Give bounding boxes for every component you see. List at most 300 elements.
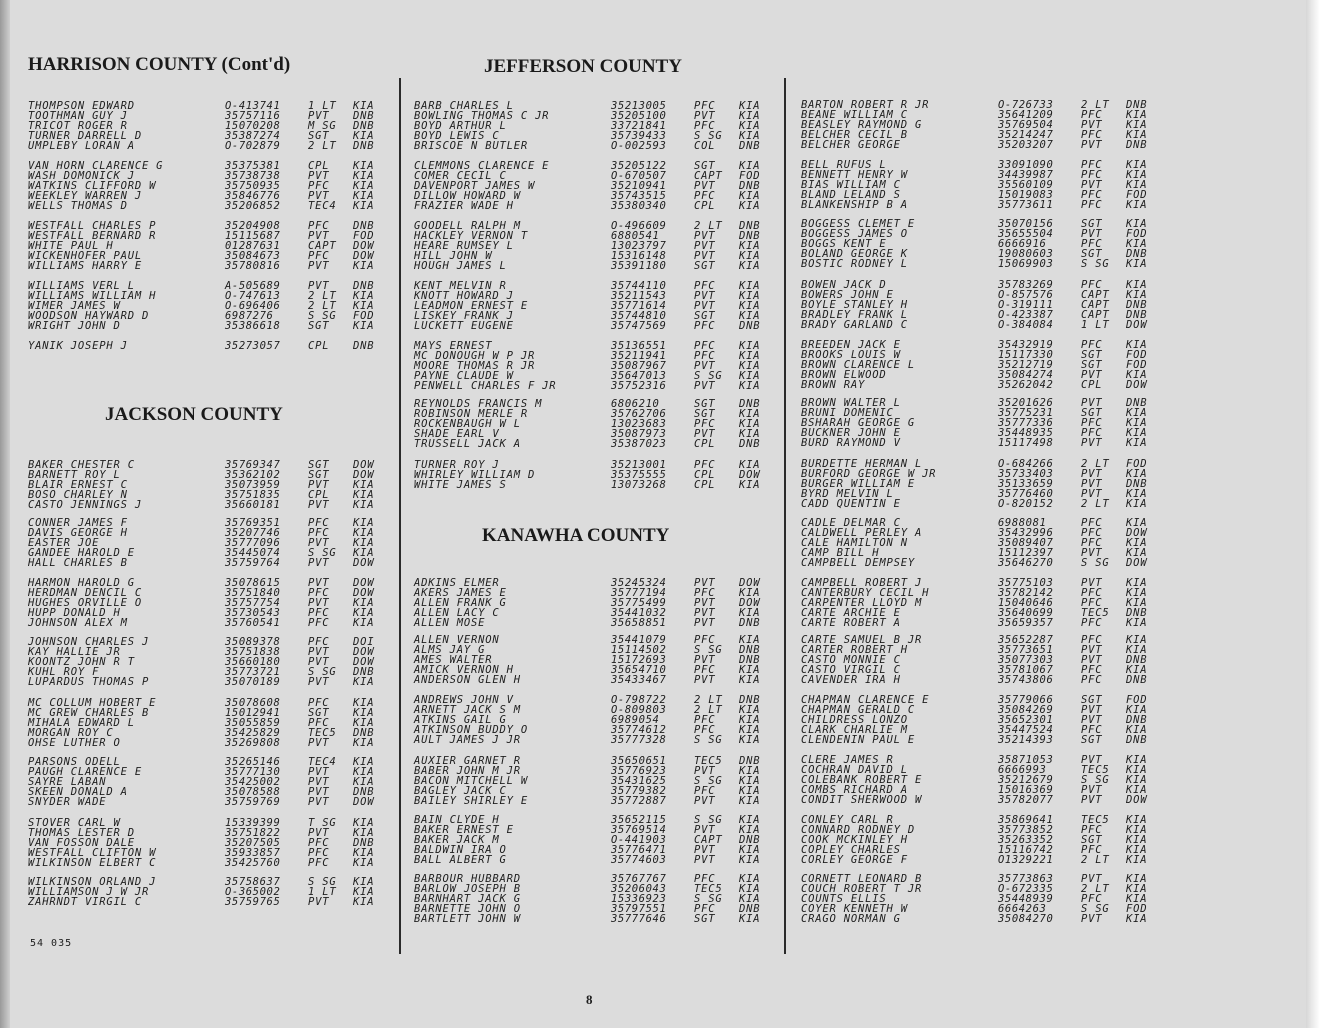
entry-serial: 35797551 xyxy=(611,903,667,915)
entry-name: ROCKENBAUGH W L xyxy=(414,418,521,430)
entry-serial: 35730543 xyxy=(225,607,281,619)
entry-rank: CAPT xyxy=(694,170,723,182)
entry-rank: PFC xyxy=(694,714,716,726)
entry-name: HALL CHARLES B xyxy=(28,557,128,569)
entry-status: KIA xyxy=(353,160,375,172)
entry-rank: CAPT xyxy=(1081,309,1110,321)
entry-name: BROWN CLARENCE L xyxy=(801,359,915,371)
entry-name: BIAS WILLIAM C xyxy=(801,179,901,191)
entry-status: DNB xyxy=(739,230,761,242)
entry-name: BRISCOE N BUTLER xyxy=(414,140,528,152)
entry-status: KIA xyxy=(353,200,375,212)
entry-rank: CAPT xyxy=(1081,299,1110,311)
entry-serial: 15016369 xyxy=(998,784,1054,796)
entry-rank: PFC xyxy=(308,517,330,529)
entry-name: BLAIR ERNEST C xyxy=(28,479,128,491)
entry-group xyxy=(801,340,1171,390)
entry-serial: O-441903 xyxy=(611,834,667,846)
entry-rank: 2 LT xyxy=(1081,854,1110,866)
entry-rank: CPL xyxy=(694,438,716,450)
entry-name: CALE HAMILTON N xyxy=(801,537,908,549)
entry-name: BYRD MELVIN L xyxy=(801,488,894,500)
entry-status: KIA xyxy=(353,180,375,192)
entry-rank: S SG xyxy=(694,370,723,382)
entry-name: BOGGESS JAMES O xyxy=(801,228,908,240)
entry-name: CARTE ROBERT A xyxy=(801,617,901,629)
entry-serial: 35070156 xyxy=(998,218,1054,230)
entry-serial: O1329221 xyxy=(998,854,1054,866)
entry-status: DOW xyxy=(1126,527,1148,539)
entry-status: KIA xyxy=(739,634,761,646)
entry-name: WOODSON HAYWARD D xyxy=(28,310,150,322)
entry-serial: O-423387 xyxy=(998,309,1054,321)
roster-entry xyxy=(414,201,784,211)
entry-status: DNB xyxy=(739,398,761,410)
entry-rank: PVT xyxy=(694,844,716,856)
entry-rank: PVT xyxy=(694,428,716,440)
entry-rank: PFC xyxy=(694,190,716,202)
entry-name: COCHRAN DAVID L xyxy=(801,764,908,776)
entry-status: DNB xyxy=(739,903,761,915)
entry-serial: 35386618 xyxy=(225,320,281,332)
entry-name: LEADMON ERNEST E xyxy=(414,300,528,312)
entry-name: PAUGH CLARENCE E xyxy=(28,766,142,778)
entry-name: TOOTHMAN GUY J xyxy=(28,110,128,122)
entry-rank: 2 LT xyxy=(1081,99,1110,111)
entry-serial: 35375555 xyxy=(611,469,667,481)
entry-rank: PVT xyxy=(694,824,716,836)
entry-name: CAMP BILL H xyxy=(801,547,880,559)
entry-rank: S SG xyxy=(1081,903,1110,915)
entry-serial: 35759764 xyxy=(225,557,281,569)
entry-rank: PVT xyxy=(1081,139,1103,151)
entry-name: ROBINSON MERLE R xyxy=(414,408,528,420)
entry-rank: PFC xyxy=(308,717,330,729)
entry-serial: 35773651 xyxy=(998,644,1054,656)
entry-name: CHAPMAN CLARENCE E xyxy=(801,694,930,706)
roster-entry xyxy=(414,914,784,924)
entry-rank: S SG xyxy=(1081,774,1110,786)
entry-name: ADKINS ELMER xyxy=(414,577,500,589)
entry-status: DNB xyxy=(1126,674,1148,686)
entry-rank: 2 LT xyxy=(1081,498,1110,510)
entry-rank: S SG xyxy=(694,893,723,905)
entry-serial: 35078608 xyxy=(225,697,281,709)
entry-rank: CPL xyxy=(308,340,330,352)
entry-status: FOD xyxy=(1126,903,1148,915)
entry-name: COMER CECIL C xyxy=(414,170,507,182)
entry-rank: SGT xyxy=(1081,734,1103,746)
roster-entry xyxy=(28,141,398,151)
entry-name: ARNETT JACK S M xyxy=(414,704,521,716)
entry-serial: 35759769 xyxy=(225,796,281,808)
entry-status: KIA xyxy=(1126,339,1148,351)
entry-name: BRUNI DOMENIC xyxy=(801,407,894,419)
entry-status: KIA xyxy=(739,714,761,726)
entry-status: DOW xyxy=(353,577,375,589)
entry-rank: PFC xyxy=(308,617,330,629)
entry-serial: 33091090 xyxy=(998,159,1054,171)
entry-name: CASTO MONNIE C xyxy=(801,654,901,666)
entry-name: BOWERS JOHN E xyxy=(801,289,894,301)
entry-serial: 35781067 xyxy=(998,664,1054,676)
entry-serial: 35774603 xyxy=(611,854,667,866)
entry-rank: PFC xyxy=(694,785,716,797)
entry-name: DILLOW HOWARD W xyxy=(414,190,521,202)
entry-status: DNB xyxy=(739,654,761,666)
entry-group xyxy=(414,874,784,924)
entry-rank: 1 LT xyxy=(1081,319,1110,331)
entry-status: KIA xyxy=(1126,169,1148,181)
entry-name: BARNETTE JOHN O xyxy=(414,903,521,915)
entry-rank: PFC xyxy=(1081,129,1103,141)
entry-serial: O-319111 xyxy=(998,299,1054,311)
entry-group xyxy=(28,460,398,510)
entry-rank: PVT xyxy=(1081,704,1103,716)
entry-serial: O-413741 xyxy=(225,100,281,112)
entry-rank: PFC xyxy=(308,527,330,539)
entry-rank: SGT xyxy=(308,320,330,332)
roster-entry xyxy=(801,140,1171,150)
entry-name: HUPP DONALD H xyxy=(28,607,121,619)
entry-serial: 15115687 xyxy=(225,230,281,242)
entry-name: YANIK JOSEPH J xyxy=(28,340,128,352)
entry-rank: CPL xyxy=(694,479,716,491)
entry-status: KIA xyxy=(739,664,761,676)
entry-status: KIA xyxy=(353,607,375,619)
entry-rank: TEC5 xyxy=(1081,814,1110,826)
entry-status: KIA xyxy=(1126,179,1148,191)
entry-name: LUPARDUS THOMAS P xyxy=(28,676,150,688)
entry-status: KIA xyxy=(739,873,761,885)
entry-name: BAILEY SHIRLEY E xyxy=(414,795,528,807)
entry-rank: PFC xyxy=(1081,109,1103,121)
entry-group xyxy=(28,101,398,151)
entry-serial: 35773721 xyxy=(225,666,281,678)
entry-rank: PVT xyxy=(308,676,330,688)
entry-rank: PVT xyxy=(308,786,330,798)
entry-rank: PVT xyxy=(1081,468,1103,480)
entry-name: BOYD ARTHUR L xyxy=(414,120,507,132)
roster-entry xyxy=(414,675,784,685)
entry-rank: PVT xyxy=(694,250,716,262)
entry-serial: 6988081 xyxy=(998,517,1047,529)
entry-serial: O-365002 xyxy=(225,886,281,898)
entry-name: GANDEE HAROLD E xyxy=(28,547,135,559)
entry-rank: PVT xyxy=(1081,547,1103,559)
entry-serial: 13023683 xyxy=(611,418,667,430)
entry-rank: SGT xyxy=(308,459,330,471)
entry-status: DNB xyxy=(739,644,761,656)
entry-name: BOWEN JACK D xyxy=(801,279,887,291)
entry-serial: 35391180 xyxy=(611,260,667,272)
entry-name: COUNTS ELLIS xyxy=(801,893,887,905)
entry-status: DNB xyxy=(353,727,375,739)
entry-status: DNB xyxy=(353,280,375,292)
entry-status: KIA xyxy=(739,883,761,895)
entry-serial: 35448939 xyxy=(998,893,1054,905)
entry-rank: PFC xyxy=(1081,674,1103,686)
entry-serial: 35783269 xyxy=(998,279,1054,291)
entry-name: BALDWIN IRA O xyxy=(414,844,507,856)
roster-entry xyxy=(801,558,1171,568)
entry-serial: 01287631 xyxy=(225,240,281,252)
entry-name: BUCKNER JOHN E xyxy=(801,427,901,439)
entry-status: DOW xyxy=(1126,557,1148,569)
entry-serial: 35751838 xyxy=(225,646,281,658)
entry-serial: 35776460 xyxy=(998,488,1054,500)
entry-rank: PFC xyxy=(308,636,330,648)
entry-serial: 35560109 xyxy=(998,179,1054,191)
roster-entry xyxy=(28,201,398,211)
entry-rank: PVT xyxy=(308,110,330,122)
entry-serial: O-684266 xyxy=(998,458,1054,470)
entry-status: DNB xyxy=(353,110,375,122)
entry-status: KIA xyxy=(1126,577,1148,589)
entry-name: COOK MCKINLEY H xyxy=(801,834,908,846)
entry-group xyxy=(801,160,1171,210)
entry-rank: PFC xyxy=(1081,517,1103,529)
entry-serial: 15012941 xyxy=(225,707,281,719)
entry-status: KIA xyxy=(739,607,761,619)
entry-rank: PVT xyxy=(1081,228,1103,240)
entry-rank: SGT xyxy=(1081,218,1103,230)
entry-rank: PVT xyxy=(308,827,330,839)
entry-status: KIA xyxy=(1126,764,1148,776)
entry-serial: 35777328 xyxy=(611,734,667,746)
entry-status: KIA xyxy=(1126,129,1148,141)
entry-serial: 35775499 xyxy=(611,597,667,609)
entry-serial: 34439987 xyxy=(998,169,1054,181)
roster-entry xyxy=(28,618,398,628)
entry-name: KOONTZ JOHN R T xyxy=(28,656,135,668)
entry-status: KIA xyxy=(1126,704,1148,716)
entry-status: FOD xyxy=(1126,458,1148,470)
entry-rank: PVT xyxy=(1081,654,1103,666)
entry-group xyxy=(414,101,784,151)
entry-rank: CPL xyxy=(1081,379,1103,391)
entry-serial: 35245324 xyxy=(611,577,667,589)
entry-serial: 35214393 xyxy=(998,734,1054,746)
entry-status: KIA xyxy=(353,697,375,709)
entry-rank: PVT xyxy=(308,577,330,589)
entry-serial: 35425002 xyxy=(225,776,281,788)
entry-rank: PFC xyxy=(694,634,716,646)
entry-status: DNB xyxy=(739,180,761,192)
entry-name: PARSONS ODELL xyxy=(28,756,121,768)
roster-entry xyxy=(28,677,398,687)
entry-rank: PVT xyxy=(1081,873,1103,885)
entry-status: KIA xyxy=(1126,427,1148,439)
entry-rank: PFC xyxy=(694,340,716,352)
entry-rank: PVT xyxy=(308,796,330,808)
entry-serial: 35380340 xyxy=(611,200,667,212)
entry-rank: SGT xyxy=(1081,359,1103,371)
entry-name: BEASLEY RAYMOND G xyxy=(801,119,923,131)
entry-rank: 2 LT xyxy=(694,220,723,232)
entry-name: HARMON HAROLD G xyxy=(28,577,135,589)
entry-rank: PFC xyxy=(1081,238,1103,250)
entry-serial: 15070208 xyxy=(225,120,281,132)
entry-status: KIA xyxy=(739,893,761,905)
entry-name: PAYNE CLAUDE W xyxy=(414,370,514,382)
entry-group xyxy=(28,698,398,748)
entry-name: AKERS JAMES E xyxy=(414,587,507,599)
entry-serial: 35652115 xyxy=(611,814,667,826)
entry-name: SHADE EARL V xyxy=(414,428,500,440)
entry-serial: 35073959 xyxy=(225,479,281,491)
entry-rank: PVT xyxy=(308,597,330,609)
entry-rank: S SG xyxy=(694,734,723,746)
roster-entry xyxy=(414,141,784,151)
entry-status: DOW xyxy=(353,587,375,599)
entry-serial: 6989054 xyxy=(611,714,660,726)
entry-status: KIA xyxy=(739,674,761,686)
entry-rank: PFC xyxy=(1081,724,1103,736)
entry-status: KIA xyxy=(353,896,375,908)
entry-serial: 35739433 xyxy=(611,130,667,142)
entry-serial: 35782142 xyxy=(998,587,1054,599)
entry-status: KIA xyxy=(353,597,375,609)
entry-name: BABER JOHN M JR xyxy=(414,765,521,777)
entry-group xyxy=(801,518,1171,568)
entry-serial: 35205122 xyxy=(611,160,667,172)
entry-serial: 35089378 xyxy=(225,636,281,648)
entry-name: WRIGHT JOHN D xyxy=(28,320,121,332)
entry-rank: S SG xyxy=(308,666,337,678)
entry-name: CARTE SAMUEL B JR xyxy=(801,634,923,646)
entry-name: MC DONOUGH W P JR xyxy=(414,350,536,362)
entry-name: BELCHER GEORGE xyxy=(801,139,901,151)
entry-rank: S SG xyxy=(694,775,723,787)
entry-serial: 35210941 xyxy=(611,180,667,192)
entry-group xyxy=(801,280,1171,330)
entry-serial: 33721841 xyxy=(611,120,667,132)
page-number: 8 xyxy=(586,992,593,1007)
entry-status: KIA xyxy=(353,260,375,272)
entry-name: CLERE JAMES R xyxy=(801,754,894,766)
entry-rank: PVT xyxy=(694,577,716,589)
entry-status: DNB xyxy=(1126,607,1148,619)
entry-rank: CPL xyxy=(694,200,716,212)
entry-name: BAGLEY JACK C xyxy=(414,785,507,797)
entry-rank: PVT xyxy=(308,230,330,242)
entry-serial: 6666916 xyxy=(998,238,1047,250)
entry-serial: 15117330 xyxy=(998,349,1054,361)
entry-name: CASTO JENNINGS J xyxy=(28,499,142,511)
entry-name: CLARK CHARLIE M xyxy=(801,724,908,736)
entry-name: HEARE RUMSEY L xyxy=(414,240,514,252)
entry-status: DNB xyxy=(739,694,761,706)
roster-entry xyxy=(28,500,398,510)
entry-status: KIA xyxy=(739,310,761,322)
entry-serial: 15336923 xyxy=(611,893,667,905)
entry-name: WICKENHOFER PAUL xyxy=(28,250,142,262)
entry-serial: O-798722 xyxy=(611,694,667,706)
entry-status: KIA xyxy=(1126,119,1148,131)
entry-serial: 35744110 xyxy=(611,280,667,292)
entry-name: WESTFALL BERNARD R xyxy=(28,230,157,242)
entry-rank: PVT xyxy=(308,646,330,658)
entry-serial: O-857576 xyxy=(998,289,1054,301)
entry-serial: 35387023 xyxy=(611,438,667,450)
entry-rank: PFC xyxy=(694,100,716,112)
entry-rank: CPL xyxy=(308,160,330,172)
entry-serial: 35933857 xyxy=(225,847,281,859)
entry-name: BROWN ELWOOD xyxy=(801,369,887,381)
entry-name: ALMS JAY G xyxy=(414,644,486,656)
roster-entry xyxy=(414,480,784,490)
roster-entry xyxy=(28,858,398,868)
entry-rank: CPL xyxy=(308,489,330,501)
entry-rank: SGT xyxy=(694,398,716,410)
entry-serial: 35775231 xyxy=(998,407,1054,419)
entry-name: KNOTT HOWARD J xyxy=(414,290,514,302)
entry-rank: SGT xyxy=(308,130,330,142)
entry-status: KIA xyxy=(739,795,761,807)
entry-name: CHAPMAN GERALD C xyxy=(801,704,915,716)
entry-rank: PFC xyxy=(308,837,330,849)
entry-status: KIA xyxy=(353,320,375,332)
entry-serial: 35776471 xyxy=(611,844,667,856)
entry-rank: SGT xyxy=(694,260,716,272)
entry-rank: S SG xyxy=(308,310,337,322)
entry-status: KIA xyxy=(1126,854,1148,866)
entry-rank: PFC xyxy=(1081,617,1103,629)
entry-serial: 35758637 xyxy=(225,876,281,888)
entry-rank: SGT xyxy=(694,310,716,322)
entry-serial: 35078588 xyxy=(225,786,281,798)
entry-status: DNB xyxy=(1126,397,1148,409)
entry-status: DOW xyxy=(739,577,761,589)
entry-status: KIA xyxy=(739,734,761,746)
entry-rank: PFC xyxy=(694,664,716,676)
entry-rank: SGT xyxy=(694,160,716,172)
entry-group xyxy=(414,695,784,745)
entry-serial: 35743806 xyxy=(998,674,1054,686)
entry-status: DNB xyxy=(1126,139,1148,151)
entry-status: KIA xyxy=(1126,199,1148,211)
entry-rank: PVT xyxy=(694,240,716,252)
entry-serial: 35762706 xyxy=(611,408,667,420)
entry-rank: PVT xyxy=(694,360,716,372)
entry-status: KIA xyxy=(1126,159,1148,171)
entry-rank: PFC xyxy=(694,724,716,736)
entry-status: DNB xyxy=(353,340,375,352)
entry-name: PENWELL CHARLES F JR xyxy=(414,380,557,392)
entry-rank: PFC xyxy=(694,120,716,132)
roster-entry xyxy=(414,381,784,391)
entry-status: FOD xyxy=(353,310,375,322)
entry-name: CADLE DELMAR C xyxy=(801,517,901,529)
entry-rank: PFC xyxy=(694,459,716,471)
entry-rank: SGT xyxy=(1081,349,1103,361)
entry-status: KIA xyxy=(1126,634,1148,646)
roster-entry xyxy=(414,855,784,865)
entry-serial: 15117498 xyxy=(998,437,1054,449)
entry-name: BAIN CLYDE H xyxy=(414,814,500,826)
entry-status: KIA xyxy=(739,724,761,736)
entry-name: CHILDRESS LONZO xyxy=(801,714,908,726)
entry-name: BACON MITCHELL W xyxy=(414,775,528,787)
entry-name: MC COLLUM HOBERT E xyxy=(28,697,157,709)
entry-status: KIA xyxy=(353,517,375,529)
entry-status: KIA xyxy=(353,547,375,559)
entry-rank: 2 LT xyxy=(308,300,337,312)
roster-entry xyxy=(28,321,398,331)
entry-rank: SGT xyxy=(694,408,716,420)
entry-name: WASH DOMONICK J xyxy=(28,170,135,182)
